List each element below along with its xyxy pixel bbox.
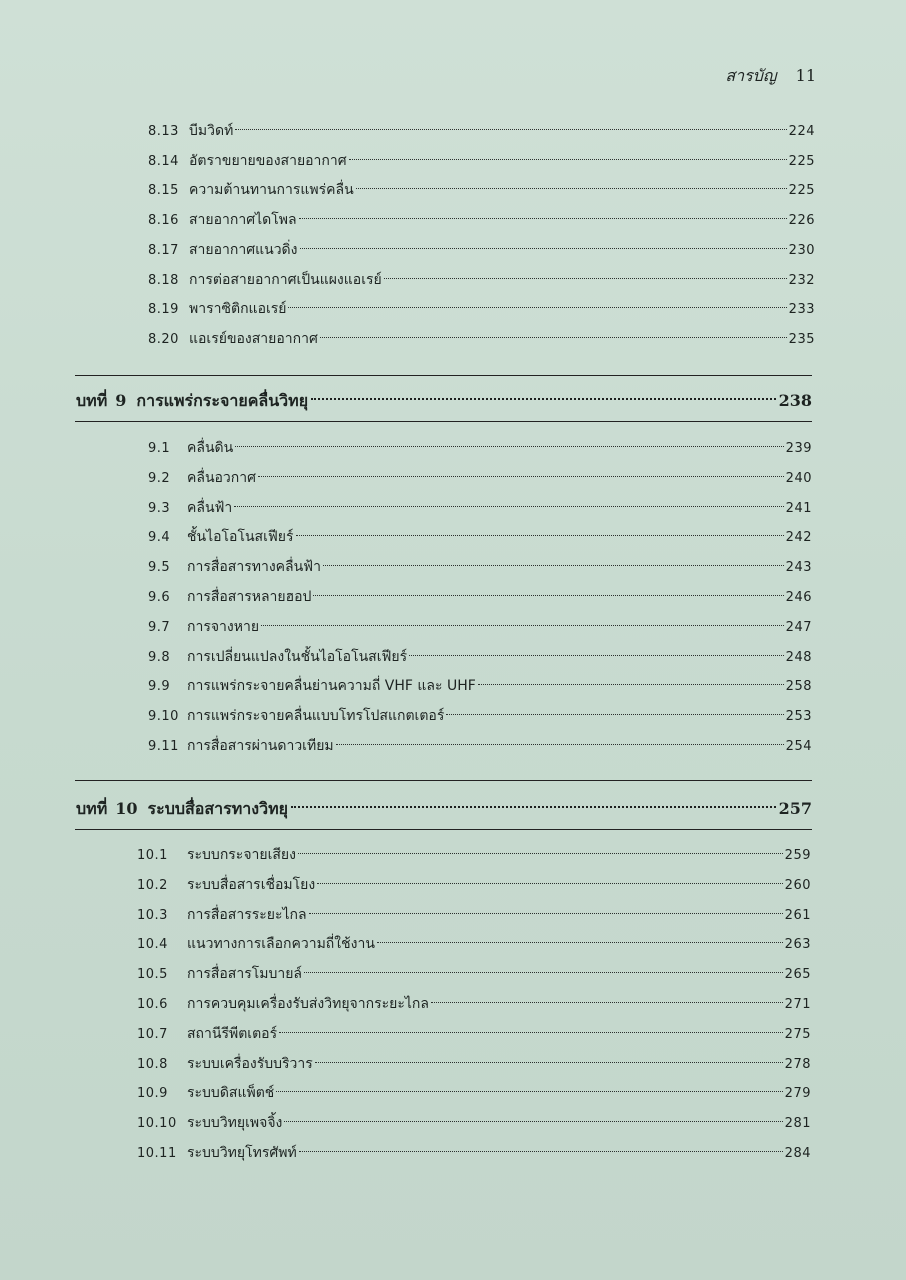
chapter-number: 9 <box>115 391 127 410</box>
section-number: 8.19 <box>148 302 179 318</box>
section-page-number: 230 <box>788 242 815 258</box>
section-number: 8.14 <box>148 153 179 169</box>
section-page-number: 259 <box>784 848 811 863</box>
toc-entry[interactable] <box>148 585 812 609</box>
chapter-title: การแพร่กระจายคลื่นวิทยุ <box>136 391 309 410</box>
section-title: ชั้นไอโอโนสเฟียร์ <box>187 529 294 546</box>
section-title: การสื่อสารโมบายล์ <box>187 966 303 983</box>
dot-leader <box>291 806 776 808</box>
toc-entry[interactable] <box>148 297 815 321</box>
section-number: 9.11 <box>148 739 179 754</box>
section-title: บีมวิดท์ <box>189 123 234 139</box>
toc-entry[interactable] <box>148 734 812 758</box>
toc-entry[interactable] <box>137 1111 811 1135</box>
dot-leader <box>299 1151 783 1152</box>
toc-entry[interactable] <box>137 1022 811 1046</box>
toc-entry[interactable] <box>137 903 811 927</box>
section-title: สถานีรีพีตเตอร์ <box>187 1025 278 1042</box>
section-page-number: 247 <box>785 619 812 635</box>
dot-leader <box>276 1091 782 1092</box>
toc-entry[interactable] <box>148 436 812 460</box>
section-title: ระบบวิทยุโทรศัพท์ <box>187 1145 297 1161</box>
section-number: 9.9 <box>148 679 171 695</box>
section-page-number: 253 <box>785 709 812 725</box>
toc-entry[interactable] <box>148 466 812 490</box>
section-number: 9.5 <box>148 560 171 576</box>
dot-leader <box>304 972 783 973</box>
dot-leader <box>320 337 787 338</box>
dot-leader <box>296 535 784 536</box>
toc-entry[interactable] <box>148 178 815 202</box>
toc-entry[interactable] <box>137 873 811 897</box>
section-number: 10.6 <box>137 997 168 1012</box>
toc-entry[interactable] <box>148 525 812 549</box>
section-title: คลื่นดิน <box>187 440 234 456</box>
section-number: 9.2 <box>148 470 171 486</box>
section-page-number: 226 <box>788 213 815 229</box>
section-title: การเปลี่ยนแปลงในชั้นไอโอโนสเฟียร์ <box>187 648 408 665</box>
section-page-number: 225 <box>788 153 815 169</box>
toc-entry[interactable] <box>137 992 811 1016</box>
section-title: ระบบเครื่องรับบริวาร <box>187 1055 313 1072</box>
dot-leader <box>317 883 782 884</box>
section-number: 8.18 <box>148 272 179 288</box>
chapter-number: 10 <box>115 799 138 818</box>
dot-leader <box>258 476 784 477</box>
chapter-title: ระบบสื่อสารทางวิทยุ <box>147 799 288 818</box>
section-number: 8.17 <box>148 242 179 258</box>
section-page-number: 248 <box>785 649 812 665</box>
section-page-number: 260 <box>784 877 811 893</box>
section-title: พาราซิติกแอเรย์ <box>189 301 287 318</box>
chapter-rule-bottom <box>75 829 812 830</box>
section-number: 10.8 <box>137 1056 168 1072</box>
section-page-number: 243 <box>785 560 812 576</box>
dot-leader <box>235 129 786 130</box>
toc-entry[interactable] <box>137 932 811 956</box>
dot-leader <box>288 307 786 308</box>
dot-leader <box>315 1062 783 1063</box>
section-page-number: 233 <box>788 302 815 318</box>
section-title: การแพร่กระจายคลื่นแบบโทรโปสแกตเตอร์ <box>187 708 445 725</box>
section-number: 9.10 <box>148 709 179 725</box>
toc-entry[interactable] <box>148 615 812 639</box>
section-title: ระบบดิสแพ็ตช์ <box>187 1085 275 1102</box>
dot-leader <box>298 853 783 854</box>
section-number: 8.15 <box>148 183 179 199</box>
section-title: การสื่อสารระยะไกล <box>187 906 307 923</box>
chapter-rule-bottom <box>75 421 812 422</box>
toc-entry[interactable] <box>137 843 811 867</box>
toc-entry[interactable] <box>148 645 812 669</box>
section-number: 9.7 <box>148 619 171 635</box>
section-page-number: 258 <box>785 679 812 695</box>
toc-entry[interactable] <box>148 208 815 232</box>
toc-entry[interactable] <box>148 327 815 351</box>
section-number: 9.3 <box>148 500 171 516</box>
dot-leader <box>299 218 787 219</box>
section-title: แนวทางการเลือกความถี่ใช้งาน <box>187 936 375 953</box>
running-head-title: สารบัญ <box>725 66 777 85</box>
toc-entry[interactable] <box>148 119 815 143</box>
chapter-label: บทที่ <box>76 799 108 818</box>
dot-leader <box>234 506 783 507</box>
section-page-number: 284 <box>784 1146 811 1161</box>
dot-leader <box>235 446 783 447</box>
chapter-rule-top <box>75 780 812 781</box>
dot-leader <box>323 565 784 566</box>
section-page-number: 241 <box>785 500 812 516</box>
dot-leader <box>300 248 787 249</box>
section-page-number: 235 <box>788 331 815 347</box>
section-title: การสื่อสารหลายฮอป <box>187 589 312 605</box>
section-page-number: 271 <box>784 997 811 1012</box>
dot-leader <box>309 913 783 914</box>
section-page-number: 263 <box>784 937 811 953</box>
section-title: การจางหาย <box>187 618 260 635</box>
section-number: 10.2 <box>137 877 168 893</box>
toc-entry[interactable] <box>137 1052 811 1076</box>
section-page-number: 279 <box>784 1086 811 1102</box>
section-number: 10.7 <box>137 1026 168 1042</box>
toc-entry[interactable] <box>137 1081 811 1105</box>
section-title: ความต้านทานการแพร่คลื่น <box>189 182 354 199</box>
toc-entry[interactable] <box>137 962 811 986</box>
section-title: ระบบกระจายเสียง <box>187 847 296 863</box>
section-number: 10.5 <box>137 967 168 983</box>
section-title: สายอากาศแนวดิ่ง <box>189 241 298 258</box>
dot-leader <box>431 1002 783 1003</box>
section-number: 10.3 <box>137 907 168 923</box>
toc-entry[interactable] <box>148 268 815 292</box>
chapter-heading[interactable] <box>76 794 812 824</box>
section-page-number: 224 <box>788 124 815 139</box>
section-page-number: 240 <box>785 470 812 486</box>
section-title: การสื่อสารผ่านดาวเทียม <box>187 738 334 754</box>
section-title: คลื่นฟ้า <box>187 499 233 516</box>
section-page-number: 254 <box>785 739 812 754</box>
section-number: 8.13 <box>148 124 179 139</box>
section-number: 9.8 <box>148 649 171 665</box>
section-number: 9.4 <box>148 530 171 546</box>
section-title: การต่อสายอากาศเป็นแผงแอเรย์ <box>189 271 382 288</box>
section-title: สายอากาศไดโพล <box>189 212 297 229</box>
section-title: การควบคุมเครื่องรับส่งวิทยุจากระยะไกล <box>187 996 429 1012</box>
dot-leader <box>478 684 784 685</box>
dot-leader <box>377 942 783 943</box>
section-page-number: 261 <box>784 907 811 923</box>
section-page-number: 239 <box>785 441 812 456</box>
toc-entry[interactable] <box>148 555 812 579</box>
chapter-rule-top <box>75 375 812 376</box>
dot-leader <box>284 1121 782 1122</box>
section-page-number: 242 <box>785 530 812 546</box>
section-number: 9.1 <box>148 441 171 456</box>
section-page-number: 265 <box>784 967 811 983</box>
section-number: 8.20 <box>148 331 179 347</box>
section-number: 10.4 <box>137 937 168 953</box>
dot-leader <box>311 398 776 400</box>
section-title: การแพร่กระจายคลื่นย่านความถี่ VHF และ UHF <box>187 678 476 695</box>
dot-leader <box>409 655 784 656</box>
section-number: 10.1 <box>137 848 168 863</box>
toc-entry[interactable] <box>148 496 812 520</box>
section-title: อัตราขยายของสายอากาศ <box>189 152 347 169</box>
dot-leader <box>336 744 784 745</box>
dot-leader <box>446 714 783 715</box>
section-page-number: 246 <box>785 590 812 605</box>
chapter-heading[interactable] <box>76 386 812 416</box>
section-title: การสื่อสารทางคลื่นฟ้า <box>187 559 321 576</box>
chapter-page-number: 238 <box>778 391 812 410</box>
toc-entry[interactable] <box>148 149 815 173</box>
section-page-number: 281 <box>784 1116 811 1132</box>
section-number: 8.16 <box>148 213 179 229</box>
dot-leader <box>279 1032 783 1033</box>
toc-entry[interactable] <box>137 1141 811 1165</box>
toc-entry[interactable] <box>148 238 815 262</box>
toc-entry[interactable] <box>148 674 812 698</box>
dot-leader <box>356 188 787 189</box>
section-page-number: 225 <box>788 183 815 199</box>
section-page-number: 275 <box>784 1026 811 1042</box>
section-number: 10.11 <box>137 1146 177 1161</box>
toc-entry[interactable] <box>148 704 812 728</box>
section-page-number: 278 <box>784 1056 811 1072</box>
section-title: ระบบวิทยุเพจจิ้ง <box>187 1115 283 1132</box>
section-title: แอเรย์ของสายอากาศ <box>189 330 318 347</box>
chapter-label: บทที่ <box>76 391 108 410</box>
dot-leader <box>313 595 783 596</box>
chapter-page-number: 257 <box>778 799 812 818</box>
page-number: 11 <box>795 66 816 85</box>
section-title: คลื่นอวกาศ <box>187 469 257 486</box>
section-number: 9.6 <box>148 590 171 605</box>
section-number: 10.9 <box>137 1086 168 1102</box>
dot-leader <box>384 278 787 279</box>
running-head <box>600 64 816 89</box>
dot-leader <box>349 159 787 160</box>
section-title: ระบบสื่อสารเชื่อมโยง <box>187 876 316 893</box>
section-page-number: 232 <box>788 272 815 288</box>
dot-leader <box>261 625 784 626</box>
section-number: 10.10 <box>137 1116 177 1132</box>
